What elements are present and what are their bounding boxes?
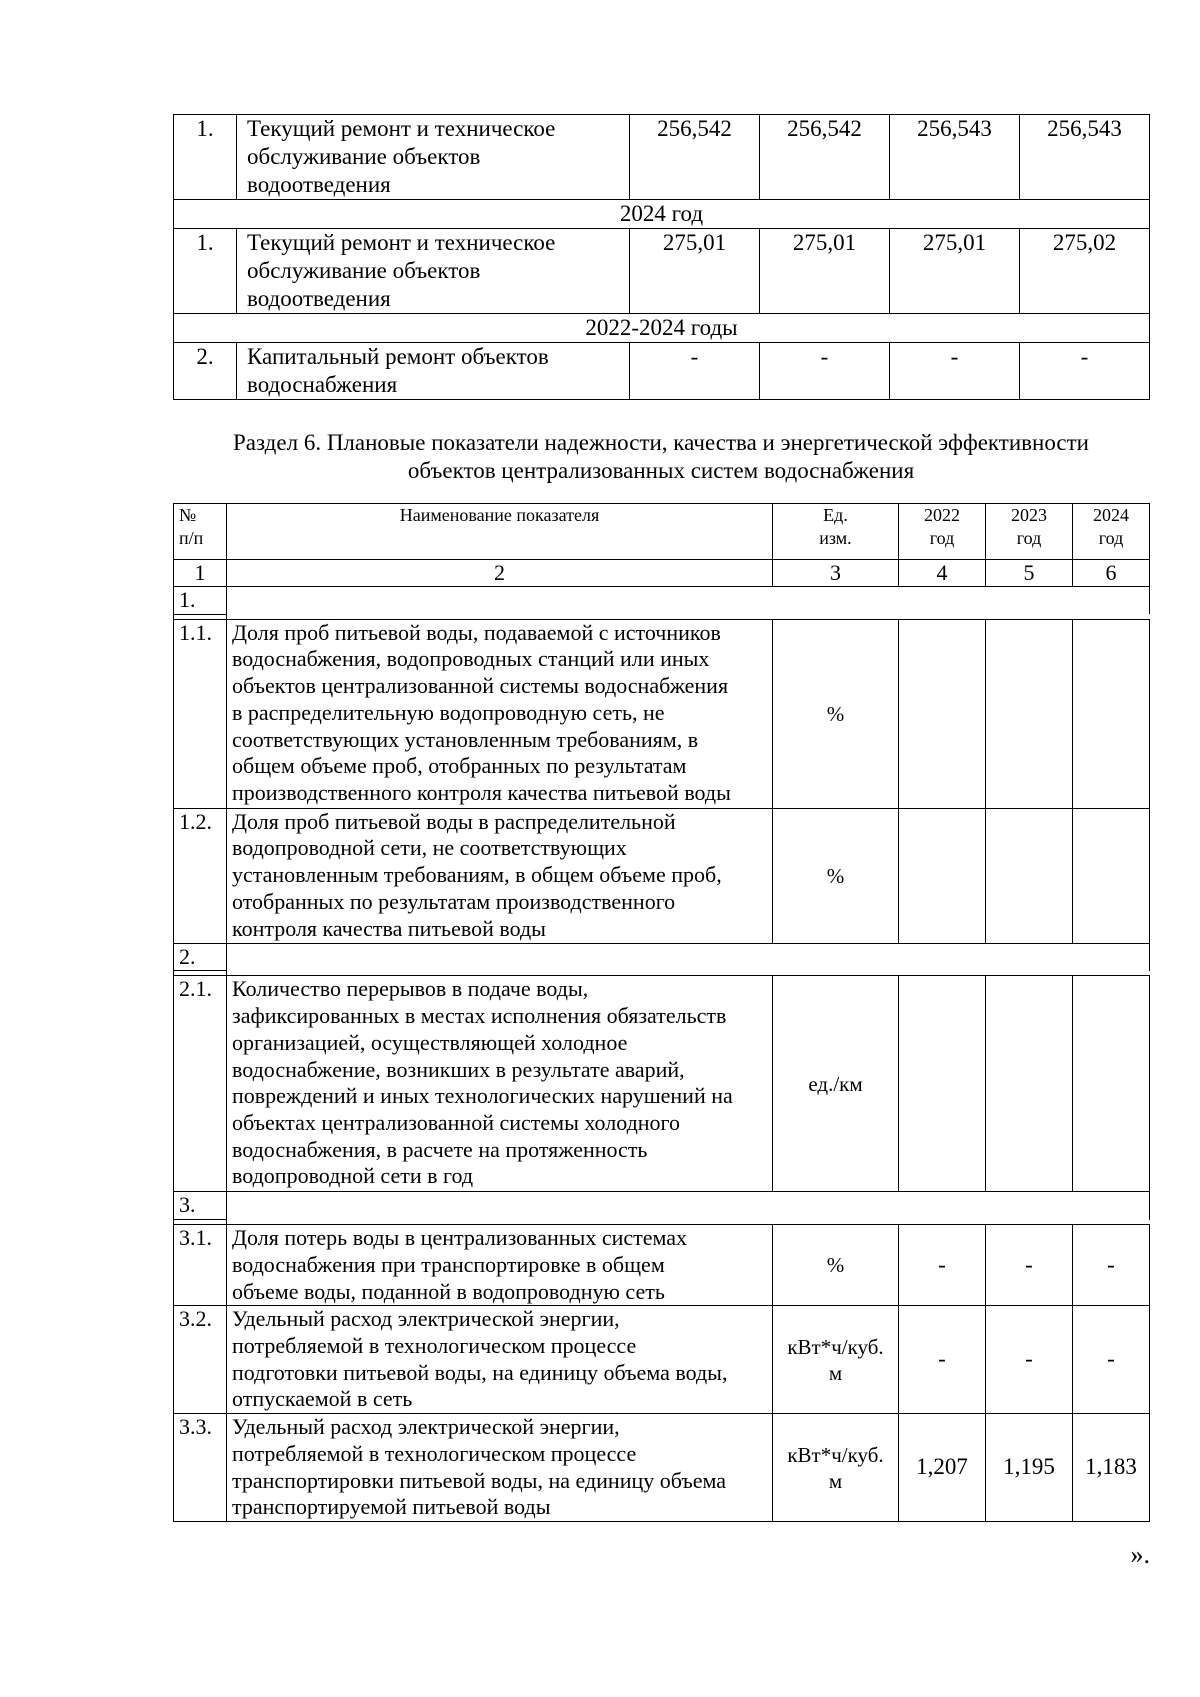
cost-value: - (630, 343, 760, 400)
indicator-name (227, 619, 773, 808)
header-year (1073, 504, 1150, 560)
group-number: 2. (174, 943, 227, 971)
indicator-number: 3.3. (174, 1414, 227, 1522)
indicator-value: 1,183 (1073, 1414, 1150, 1522)
indicator-value: - (899, 1306, 986, 1414)
header-number (174, 504, 227, 560)
cost-value: 275,01 (760, 229, 890, 314)
indicator-number: 3.1. (174, 1225, 227, 1306)
cost-value: 256,542 (630, 115, 760, 200)
column-numbers-row (174, 560, 1150, 587)
indicator-name-line: водоснабжение, возникших в результате аварий, (232, 1056, 685, 1082)
table-row (174, 115, 1150, 200)
section-heading-line2: объектов централизованных систем водоснабжения (407, 458, 915, 483)
cost-value: 256,543 (1020, 115, 1150, 200)
indicator-name-line: объектах централизованной системы холодного (232, 1109, 681, 1135)
column-number: 3 (773, 560, 899, 587)
indicator-name-line: Доля проб питьевой воды в распределительной (232, 808, 676, 834)
column-number: 6 (1073, 560, 1150, 587)
indicator-unit (773, 619, 899, 808)
header-year-line: год (1016, 528, 1042, 548)
indicator-name-line: отпускаемой в сеть (232, 1386, 413, 1412)
indicator-value (986, 619, 1073, 808)
indicator-value (986, 976, 1073, 1192)
header-unit-line: Ед. (823, 505, 848, 525)
group-row (174, 1192, 1150, 1220)
header-number-line: п/п (179, 528, 204, 548)
indicator-name-line: установленным требованиям, в общем объеме проб, (232, 862, 722, 888)
indicator-value: 1,195 (986, 1414, 1073, 1522)
row-number: 1. (174, 115, 237, 200)
indicator-name-line: Доля потерь воды в централизованных системах (232, 1225, 688, 1251)
row-number: 2. (174, 343, 237, 400)
indicator-unit-line: % (826, 863, 845, 888)
group-number: 3. (174, 1192, 227, 1220)
indicator-value (899, 976, 986, 1192)
indicator-name-line: объектов централизованной системы водоснабжения (232, 673, 729, 699)
indicator-unit-line: % (826, 701, 845, 726)
indicator-number: 1.2. (174, 808, 227, 943)
header-unit-line: изм. (819, 528, 852, 548)
indicator-name-line: Удельный расход электрической энергии, (232, 1306, 620, 1332)
indicator-row (174, 1306, 1150, 1414)
indicator-value: - (986, 1225, 1073, 1306)
indicator-value: - (899, 1225, 986, 1306)
indicator-unit-line: м (828, 1468, 843, 1493)
table-row (174, 343, 1150, 400)
work-name-line: водоснабжения (247, 372, 398, 397)
header-year-line: год (1098, 528, 1124, 548)
cost-value: - (890, 343, 1020, 400)
indicator-name-line: водоснабжения, в расчете на протяженность (232, 1136, 648, 1162)
indicator-row (174, 1225, 1150, 1306)
indicator-name-line: транспортировки питьевой воды, на единицу объема (232, 1467, 727, 1493)
year-span-cell: 2024 год (174, 200, 1150, 229)
work-name-line: Текущий ремонт и техническое (247, 116, 556, 141)
indicator-name-line: транспортируемой питьевой воды (232, 1494, 551, 1520)
header-year (899, 504, 986, 560)
cost-value: 256,543 (890, 115, 1020, 200)
indicator-value: 1,207 (899, 1414, 986, 1522)
indicator-name (227, 1225, 773, 1306)
indicator-unit (773, 808, 899, 943)
cost-value: - (1020, 343, 1150, 400)
indicator-name-line: Доля проб питьевой воды, подаваемой с источников (232, 619, 721, 645)
indicator-value (986, 808, 1073, 943)
cost-value: 256,542 (760, 115, 890, 200)
work-name-line: Капитальный ремонт объектов (247, 344, 549, 369)
cost-value: 275,01 (890, 229, 1020, 314)
indicator-row (174, 808, 1150, 943)
row-number: 1. (174, 229, 237, 314)
indicator-name-line: общем объеме проб, отобранных по результатам (232, 753, 687, 779)
indicator-unit-line: кВт*ч/куб. (787, 1442, 884, 1467)
indicator-unit (773, 976, 899, 1192)
work-name (237, 115, 630, 200)
indicator-name-line: повреждений и иных технологических нарушений на (232, 1083, 733, 1109)
indicator-value: - (1073, 1225, 1150, 1306)
indicator-value (899, 619, 986, 808)
group-number: 1. (174, 587, 227, 615)
indicator-value: - (986, 1306, 1073, 1414)
indicator-unit-line: % (826, 1253, 845, 1278)
indicator-name-line: водопроводной сети, не соответствующих (232, 835, 627, 861)
year-span-row (174, 314, 1150, 343)
group-title-cell (227, 1192, 1150, 1220)
indicator-name-line: потребляемой в технологическом процессе (232, 1440, 637, 1466)
indicator-name-line: водоснабжения, водопроводных станций или иных (232, 646, 710, 672)
closing-quote: ». (1130, 1540, 1150, 1569)
header-year-line: 2024 (1093, 505, 1129, 525)
indicators-table (173, 503, 1150, 1522)
indicator-name-line: объеме воды, поданной в водопроводную сеть (232, 1278, 665, 1304)
cost-value: 275,01 (630, 229, 760, 314)
indicator-name-line: отобранных по результатам производственного (232, 888, 676, 914)
indicator-number: 2.1. (174, 976, 227, 1192)
section-heading-line1: Раздел 6. Плановые показатели надежности, качества и энергетической эффективности (233, 430, 1089, 455)
indicator-name (227, 1306, 773, 1414)
work-name-line: водоотведения (247, 286, 391, 311)
indicator-row (174, 619, 1150, 808)
indicator-unit (773, 1414, 899, 1522)
group-row (174, 943, 1150, 971)
indicator-name-line: Удельный расход электрической энергии, (232, 1414, 620, 1440)
header-year (986, 504, 1073, 560)
column-number: 1 (174, 560, 227, 587)
indicator-unit-line: ед./км (808, 1071, 863, 1096)
group-title-cell (227, 943, 1150, 971)
column-number: 5 (986, 560, 1073, 587)
group-title-cell (227, 587, 1150, 615)
header-year-line: 2023 (1011, 505, 1047, 525)
indicator-value (1073, 619, 1150, 808)
indicator-name-line: организацией, осуществляющей холодное (232, 1029, 628, 1055)
header-row (174, 504, 1150, 560)
indicator-name (227, 1414, 773, 1522)
year-span-cell: 2022-2024 годы (174, 314, 1150, 343)
header-name: Наименование показателя (227, 504, 773, 560)
cost-value: 275,02 (1020, 229, 1150, 314)
indicator-number: 3.2. (174, 1306, 227, 1414)
indicator-unit-line: кВт*ч/куб. (787, 1334, 884, 1359)
indicator-row (174, 976, 1150, 1192)
work-name-line: Текущий ремонт и техническое (247, 230, 556, 255)
indicator-name-line: Количество перерывов в подаче воды, (232, 976, 589, 1002)
indicator-name-line: контроля качества питьевой воды (232, 915, 546, 941)
indicator-name-line: потребляемой в технологическом процессе (232, 1332, 637, 1358)
indicator-name-line: зафиксированных в местах исполнения обязательств (232, 1003, 727, 1029)
column-number: 4 (899, 560, 986, 587)
indicator-name (227, 976, 773, 1192)
table-row (174, 229, 1150, 314)
indicator-name (227, 808, 773, 943)
indicator-name-line: производственного контроля качества питьевой воды (232, 779, 731, 805)
indicator-unit (773, 1306, 899, 1414)
header-year-line: 2022 (924, 505, 960, 525)
indicator-value (1073, 976, 1150, 1192)
year-span-row (174, 200, 1150, 229)
indicator-name-line: соответствующих установленным требованиям, в (232, 726, 699, 752)
work-name (237, 343, 630, 400)
indicator-row (174, 1414, 1150, 1522)
section-heading (173, 429, 1149, 485)
work-name-line: обслуживание объектов (247, 258, 481, 283)
indicator-value (899, 808, 986, 943)
indicator-name-line: в распределительную водопроводную сеть, не (232, 699, 665, 725)
indicator-unit-line: м (828, 1360, 843, 1385)
indicator-value (1073, 808, 1150, 943)
cost-value: - (760, 343, 890, 400)
repair-costs-table (173, 114, 1150, 400)
group-row (174, 587, 1150, 615)
header-unit (773, 504, 899, 560)
indicator-name-line: подготовки питьевой воды, на единицу объема воды, (232, 1359, 728, 1385)
indicator-name-line: водопроводной сети в год (232, 1163, 474, 1189)
header-year-line: год (929, 528, 955, 548)
header-number-line: № (179, 505, 197, 525)
indicator-name-line: водоснабжения при транспортировке в общем (232, 1251, 665, 1277)
work-name-line: обслуживание объектов (247, 144, 481, 169)
indicator-number: 1.1. (174, 619, 227, 808)
column-number: 2 (227, 560, 773, 587)
indicator-value: - (1073, 1306, 1150, 1414)
indicator-unit (773, 1225, 899, 1306)
work-name-line: водоотведения (247, 172, 391, 197)
work-name (237, 229, 630, 314)
